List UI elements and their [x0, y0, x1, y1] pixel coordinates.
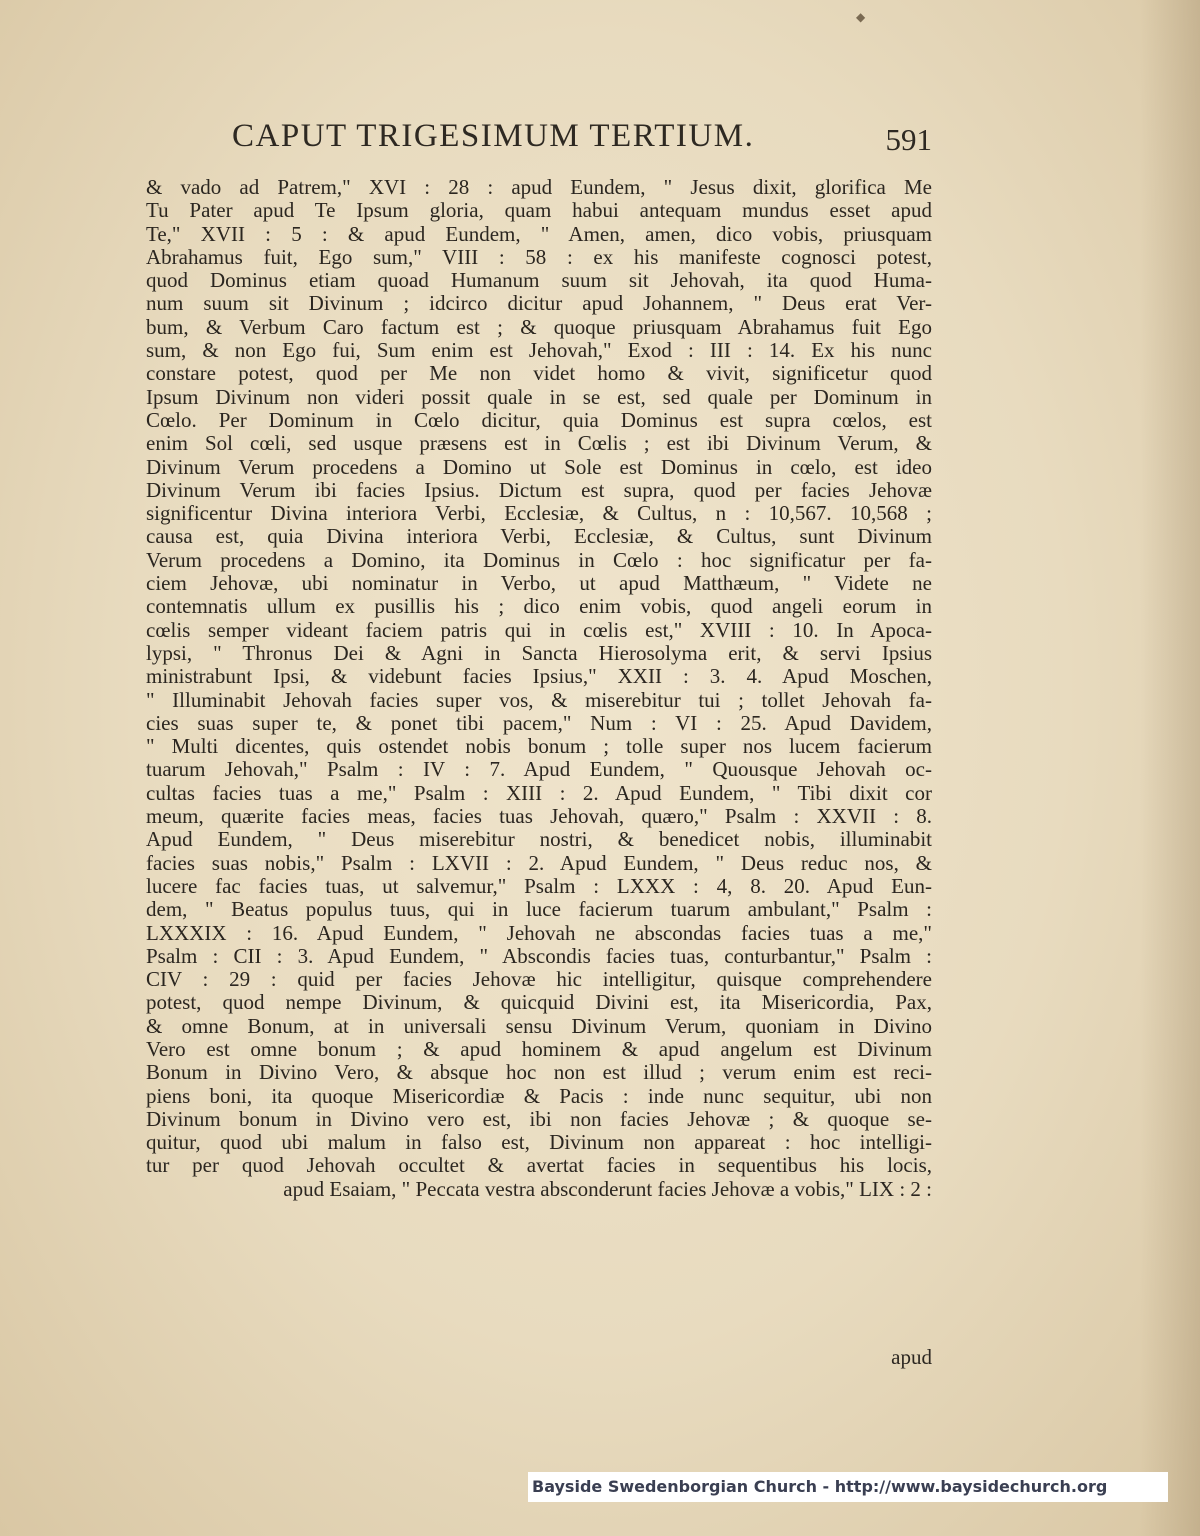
text-line: Cœlo. Per Dominum in Cœlo dicitur, quia Dominus est supra cœlos, est	[146, 408, 932, 432]
text-line: Tu Pater apud Te Ipsum gloria, quam habui antequam mundus esset apud	[146, 199, 932, 223]
text-line: constare potest, quod per Me non videt homo & vivit, significetur quod	[146, 362, 932, 386]
page-number: 591	[885, 122, 932, 157]
text-line: dem, " Beatus populus tuus, qui in luce facierum tuarum ambulant," Psalm :	[146, 898, 932, 922]
text-line: tur per quod Jehovah occultet & avertat facies in sequentibus his locis,	[146, 1154, 932, 1178]
text-line: quitur, quod ubi malum in falso est, Divinum non appareat : hoc intelligi-	[146, 1131, 932, 1155]
text-line: LXXXIX : 16. Apud Eundem, " Jehovah ne abscondas facies tuas a me,"	[146, 921, 932, 945]
text-line: contemnatis ullum ex pusillis his ; dico enim vobis, quod angeli eorum in	[146, 595, 932, 619]
text-line: Divinum bonum in Divino vero est, ibi non facies Jehovæ ; & quoque se-	[146, 1107, 932, 1131]
text-line: enim Sol cœli, sed usque præsens est in Cœlis ; est ibi Divinum Verum, &	[146, 432, 932, 456]
text-line: cies suas super te, & ponet tibi pacem," Num : VI : 25. Apud Davidem,	[146, 711, 932, 735]
text-line: lucere fac facies tuas, ut salvemur," Psalm : LXXX : 4, 8. 20. Apud Eun-	[146, 874, 932, 898]
text-line: Te," XVII : 5 : & apud Eundem, " Amen, amen, dico vobis, priusquam	[146, 222, 932, 246]
text-line: lypsi, " Thronus Dei & Agni in Sancta Hierosolyma erit, & servi Ipsius	[146, 641, 932, 665]
text-line: piens boni, ita quoque Misericordiæ & Pacis : inde nunc sequitur, ubi non	[146, 1084, 932, 1108]
text-line: Apud Eundem, " Deus miserebitur nostri, & benedicet nobis, illuminabit	[146, 828, 932, 852]
text-line: Verum procedens a Domino, ita Dominus in Cœlo : hoc significatur per fa-	[146, 548, 932, 572]
text-line: meum, quærite facies meas, facies tuas Jehovah, quæro," Psalm : XXVII : 8.	[146, 805, 932, 829]
text-line: ministrabunt Ipsi, & videbunt facies Ipsius," XXII : 3. 4. Apud Moschen,	[146, 665, 932, 689]
text-line: causa est, quia Divina interiora Verbi, Ecclesiæ, & Cultus, sunt Divinum	[146, 525, 932, 549]
text-line: & vado ad Patrem," XVI : 28 : apud Eundem, " Jesus dixit, glorifica Me	[146, 176, 932, 199]
text-line: facies suas nobis," Psalm : LXVII : 2. Apud Eundem, " Deus reduc nos, &	[146, 851, 932, 875]
text-line: cultas facies tuas a me," Psalm : XIII : 2. Apud Eundem, " Tibi dixit cor	[146, 781, 932, 805]
text-line: sum, & non Ego fui, Sum enim est Jehovah," Exod : III : 14. Ex his nunc	[146, 339, 932, 363]
running-header	[232, 118, 932, 168]
ornament-mark: ◆	[856, 10, 866, 24]
text-line: bum, & Verbum Caro factum est ; & quoque priusquam Abrahamus fuit Ego	[146, 315, 932, 339]
text-line: Vero est omne bonum ; & apud hominem & apud angelum est Divinum	[146, 1037, 932, 1061]
text-line: & omne Bonum, at in universali sensu Divinum Verum, quoniam in Divino	[146, 1014, 932, 1038]
running-title: CAPUT TRIGESIMUM TERTIUM.	[232, 118, 755, 154]
text-line: " Multi dicentes, quis ostendet nobis bonum ; tolle super nos lucem facierum	[146, 735, 932, 759]
text-line: num suum sit Divinum ; idcirco dicitur apud Johannem, " Deus erat Ver-	[146, 292, 932, 316]
page-edge-shadow	[1140, 0, 1200, 1536]
catchword: apud	[891, 1345, 932, 1369]
text-line: quod Dominus etiam quoad Humanum suum sit Jehovah, ita quod Huma-	[146, 269, 932, 293]
watermark-banner: Bayside Swedenborgian Church - http://www.baysidechurch.org	[528, 1472, 1168, 1502]
body-text	[146, 176, 932, 1201]
text-line: potest, quod nempe Divinum, & quicquid Divini est, ita Misericordia, Pax,	[146, 991, 932, 1015]
text-line: ciem Jehovæ, ubi nominatur in Verbo, ut apud Matthæum, " Videte ne	[146, 572, 932, 596]
text-line: tuarum Jehovah," Psalm : IV : 7. Apud Eundem, " Quousque Jehovah oc-	[146, 758, 932, 782]
text-line: Divinum Verum ibi facies Ipsius. Dictum est supra, quod per facies Jehovæ	[146, 478, 932, 502]
text-line: cœlis semper videant faciem patris qui in cœlis est," XVIII : 10. In Apoca-	[146, 618, 932, 642]
text-line: Divinum Verum procedens a Domino ut Sole est Dominus in cœlo, est ideo	[146, 455, 932, 479]
text-line: Abrahamus fuit, Ego sum," VIII : 58 : ex his manifeste cognosci potest,	[146, 245, 932, 269]
text-line: significentur Divina interiora Verbi, Ecclesiæ, & Cultus, n : 10,567. 10,568 ;	[146, 502, 932, 526]
text-line: " Illuminabit Jehovah facies super vos, & miserebitur tui ; tollet Jehovah fa-	[146, 688, 932, 712]
text-line: Bonum in Divino Vero, & absque hoc non est illud ; verum enim est reci-	[146, 1061, 932, 1085]
text-line: Psalm : CII : 3. Apud Eundem, " Abscondis facies tuas, conturbantur," Psalm :	[146, 944, 932, 968]
text-line: CIV : 29 : quid per facies Jehovæ hic intelligitur, quisque comprehendere	[146, 968, 932, 992]
text-line: Ipsum Divinum non videri possit quale in se est, sed quale per Dominum in	[146, 385, 932, 409]
text-line: apud Esaiam, " Peccata vestra absconderunt facies Jehovæ a vobis," LIX : 2 :	[283, 1177, 932, 1201]
